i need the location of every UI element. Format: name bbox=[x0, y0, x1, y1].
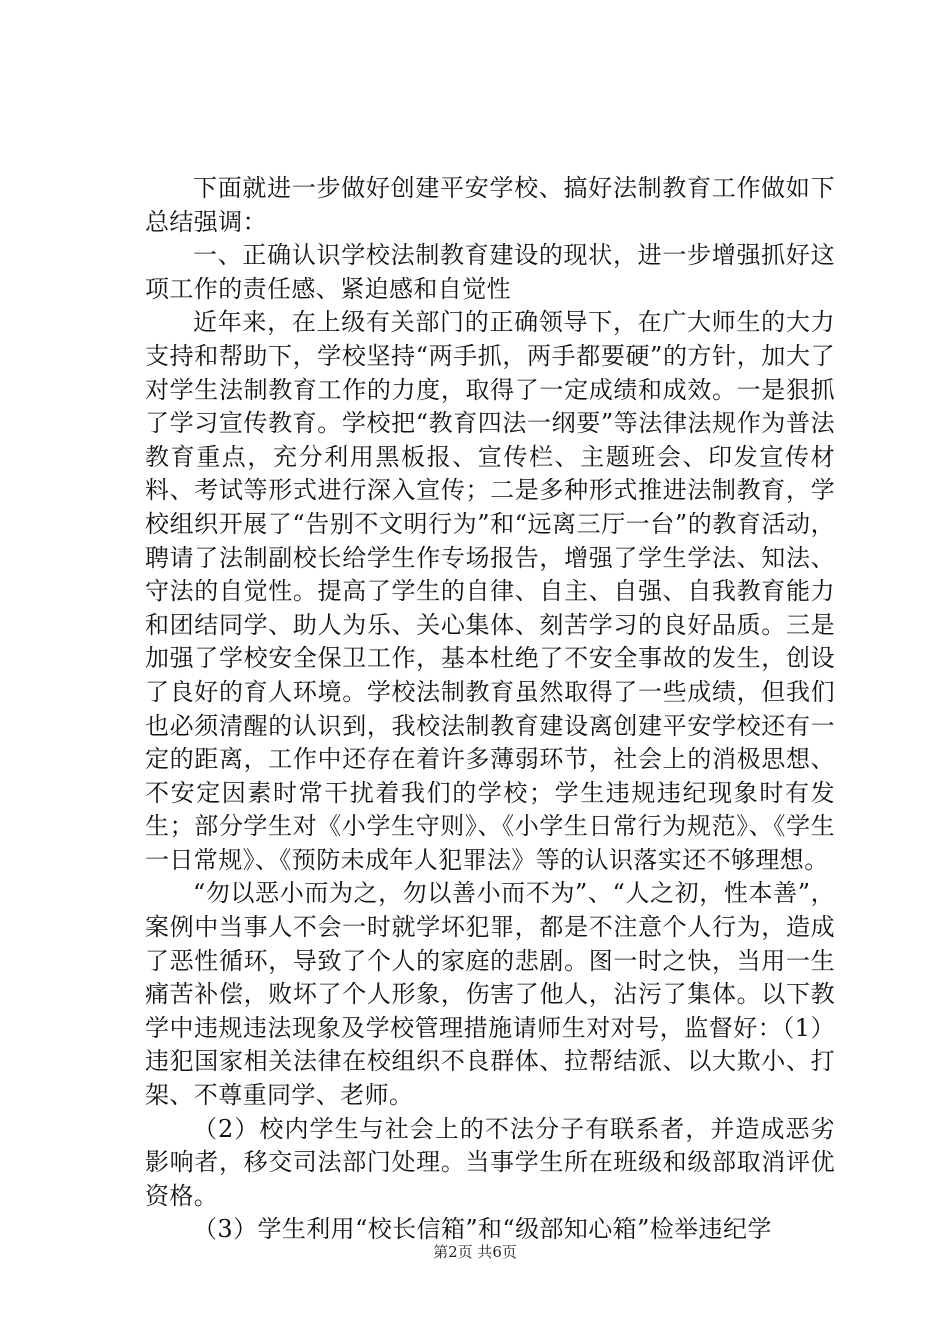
paragraph-2: 近年来，在上级有关部门的正确领导下，在广大师生的大力支持和帮助下，学校坚持“两手抓，两手都要硬”的方针，加大了对学生法制教育工作的力度，取得了一定成绩和成效。一是狠抓了学习宣传教育。学校把“教育四法一纲要”等法律法规作为普法教育重点，充分利用黑板报、宣传栏、主题班会、印发宣传材料、考试等形式进行深入宣传；二是多种形式推进法制教育，学校组织开展了“告别不文明行为”和“远离三厅一台”的教育活动，聘请了法制副校长给学生作专场报告，增强了学生学法、知法、守法的自觉性。提高了学生的自律、自主、自强、自我教育能力和团结同学、助人为乐、关心集体、刻苦学习的良好品质。三是加强了学校安全保卫工作，基本杜绝了不安全事故的发生，创设了良好的育人环境。学校法制教育虽然取得了一些成绩，但我们也必须清醒的认识到，我校法制教育建设离创建平安学校还有一定的距离，工作中还存在着许多薄弱环节，社会上的消极思想、不安定因素时常干扰着我们的学校；学生违规违纪现象时有发生；部分学生对《小学生守则》、《小学生日常行为规范》、《学生一日常规》、《预防未成年人犯罪法》等的认识落实还不够理想。 bbox=[145, 308, 835, 874]
paragraph-5: （3）学生利用“校长信箱”和“级部知心箱”检举违纪学 bbox=[193, 1215, 772, 1244]
section-heading-1: 一、正确认识学校法制教育建设的现状，进一步增强抓好这项工作的责任感、紧迫感和自觉性 bbox=[145, 241, 835, 303]
paragraph-4: （2）校内学生与社会上的不法分子有联系者，并造成恶劣影响者，移交司法部门处理。当事学生所在班级和级部取消评优资格。 bbox=[145, 1114, 835, 1210]
paragraph-1: 下面就进一步做好创建平安学校、搞好法制教育工作做如下总结强调： bbox=[145, 174, 835, 236]
document-body bbox=[145, 172, 835, 1247]
paragraph-3: “勿以恶小而为之，勿以善小而不为”、“人之初，性本善”，案例中当事人不会一时就学坏犯罪，都是不注意个人行为，造成了恶性循环，导致了个人的家庭的悲剧。图一时之快，当用一生痛苦补偿，败坏了个人形象，伤害了他人，沾污了集体。以下教学中违规违法现象及学校管理措施请师生对对号，监督好：（1）违犯国家相关法律在校组织不良群体、拉帮结派、以大欺小、打架、不尊重同学、老师。 bbox=[145, 879, 835, 1110]
page-footer: 第2页 共6页 bbox=[433, 1243, 517, 1261]
